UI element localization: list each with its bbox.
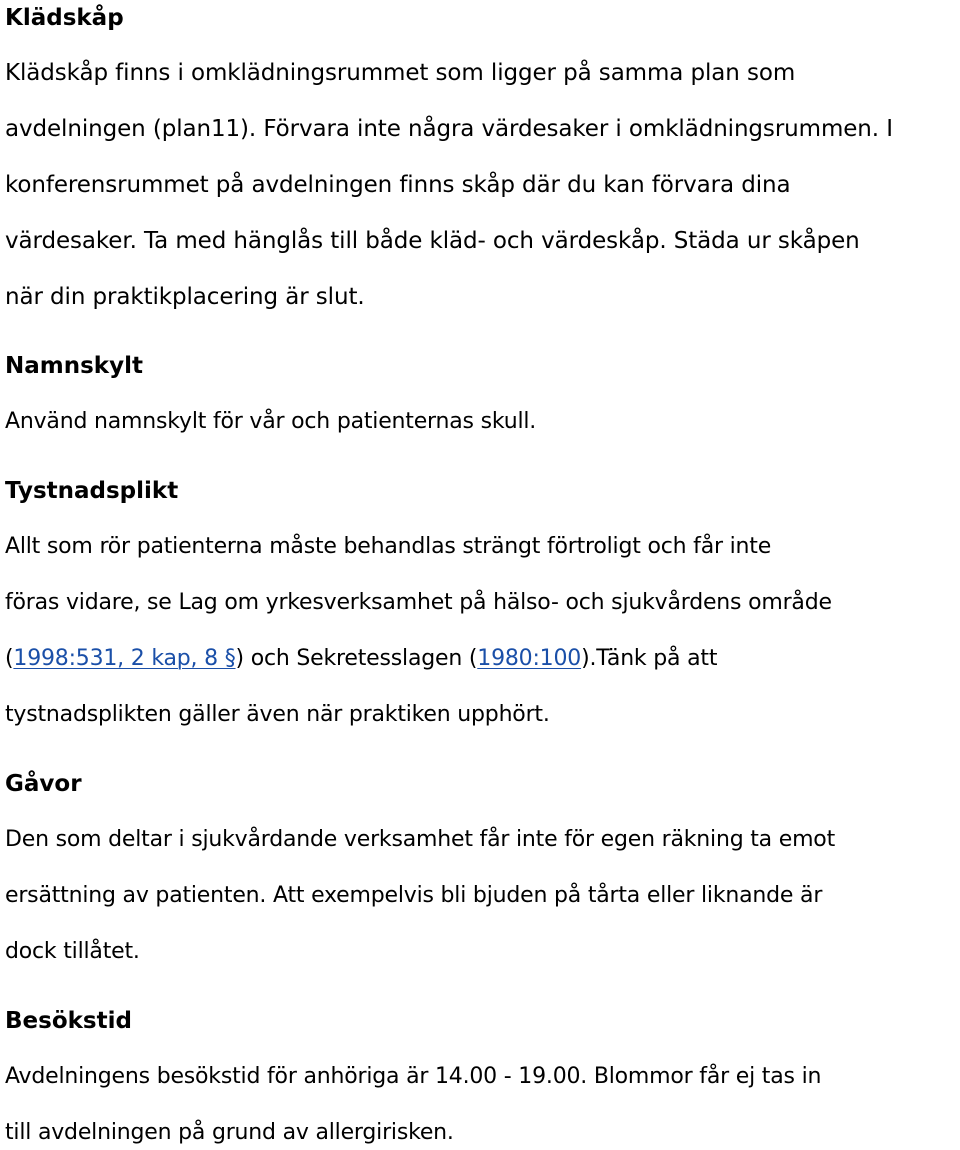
paragraph-line: när din praktikplacering är slut. — [5, 284, 365, 310]
heading-gavor: Gåvor — [5, 771, 82, 797]
paragraph-line: värdesaker. Ta med hänglås till både kläd- och värdeskåp. Städa ur skåpen — [5, 228, 860, 254]
sekretesslagen-link[interactable]: 1980:100 — [477, 646, 582, 671]
paragraph-line: konferensrummet på avdelningen finns skåp där du kan förvara dina — [5, 172, 791, 198]
paragraph-line: Använd namnskylt för vår och patienternas skull. — [5, 409, 537, 434]
paragraph-line: till avdelningen på grund av allergirisken. — [5, 1120, 454, 1145]
paragraph-line: Avdelningens besökstid för anhöriga är 14.00 - 19.00. Blommor får ej tas in — [5, 1064, 822, 1089]
heading-besokstid: Besökstid — [5, 1008, 132, 1034]
paragraph-line: Allt som rör patienterna måste behandlas strängt förtroligt och får inte — [5, 534, 772, 559]
text-fragment: ) och Sekretesslagen ( — [235, 646, 478, 671]
paragraph-line: Klädskåp finns i omklädningsrummet som ligger på samma plan som — [5, 60, 796, 86]
heading-tystnadsplikt: Tystnadsplikt — [5, 478, 179, 504]
paragraph-line-with-links — [5, 644, 717, 674]
heading-kladskap: Klädskåp — [5, 5, 124, 31]
paragraph-line: avdelningen (plan11). Förvara inte några värdesaker i omklädningsrummen. I — [5, 116, 893, 142]
paragraph-line: dock tillåtet. — [5, 939, 140, 964]
heading-namnskylt: Namnskylt — [5, 353, 143, 379]
paragraph-line: tystnadsplikten gäller även när praktiken upphört. — [5, 702, 550, 727]
text-fragment: ).Tänk på att — [581, 646, 718, 671]
text-fragment: ( — [5, 646, 14, 671]
paragraph-line: föras vidare, se Lag om yrkesverksamhet på hälso- och sjukvårdens område — [5, 590, 832, 615]
paragraph-line: Den som deltar i sjukvårdande verksamhet får inte för egen räkning ta emot — [5, 827, 835, 852]
law-reference-link[interactable]: 1998:531, 2 kap, 8 § — [13, 646, 236, 671]
paragraph-line: ersättning av patienten. Att exempelvis bli bjuden på tårta eller liknande är — [5, 883, 823, 908]
